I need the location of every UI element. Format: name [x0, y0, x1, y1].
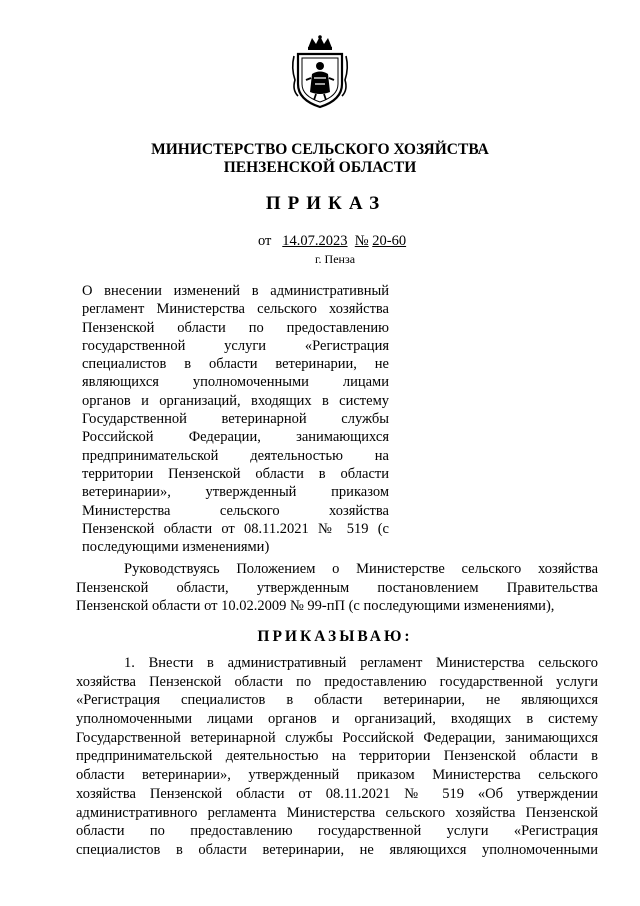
penza-coat-of-arms-icon: [290, 34, 350, 110]
subject-line: О внесении изменений в административный: [82, 283, 389, 299]
ministry-title-line1: МИНИСТЕРСТВО СЕЛЬСКОГО ХОЗЯЙСТВА: [151, 141, 489, 158]
subject-line: ветеринарии», утвержденный приказом: [82, 484, 389, 501]
subject-line: регламент Министерства сельского хозяйства: [82, 301, 389, 318]
preamble-line: Руководствуясь Положением о Министерстве сельского хозяйства: [124, 561, 598, 577]
subject-line: являющихся уполномоченными лицами: [82, 374, 389, 391]
order-word-heading: ПРИКАЗЫВАЮ:: [257, 628, 413, 645]
subject-line: Пензенской области по предоставлению: [82, 319, 389, 336]
subject-line: государственной услуги «Регистрация: [82, 337, 389, 354]
date-prefix: от: [258, 233, 272, 249]
clause-line: уполномоченными лицами органов и организаций, входящих в систему: [76, 711, 598, 728]
subject-line: предпринимательской деятельностью на: [82, 447, 389, 464]
number-sign: №: [354, 233, 369, 249]
clause-line: области по предоставлению государственной услуги «Регистрация: [76, 823, 598, 840]
subject-line: последующими изменениями): [82, 539, 270, 556]
clause-line: предпринимательской деятельностью на территории Пензенской области в: [76, 748, 598, 765]
clause-line: специалистов в области ветеринарии, не являющихся уполномоченными: [76, 841, 598, 858]
order-subject: [82, 282, 389, 556]
preamble-paragraph: [76, 560, 598, 616]
subject-line: территории Пензенской области в области: [82, 465, 389, 482]
order-number: 20-60: [372, 233, 407, 249]
clause-line: Государственной ветеринарной службы Российской Федерации, занимающихся: [76, 729, 598, 746]
subject-line: специалистов в области ветеринарии, не: [82, 356, 389, 373]
clause-1-paragraph: [76, 654, 598, 860]
clause-line: области ветеринарии», утвержденный приказом Министерства сельского: [76, 767, 598, 784]
subject-line: Министерства сельского хозяйства: [82, 502, 389, 519]
clause-line: хозяйства Пензенской области от 08.11.2021 № 519 «Об утверждении: [76, 785, 598, 802]
document-type-heading: ПРИКАЗ: [265, 193, 387, 214]
clause-line: «Регистрация специалистов в области ветеринарии, не являющихся: [76, 692, 598, 709]
subject-line: Государственной ветеринарной службы: [82, 411, 389, 428]
subject-line: органов и организаций, входящих в систему: [82, 392, 389, 409]
clause-line: 1. Внести в административный регламент Министерства сельского: [124, 655, 598, 671]
subject-line: Российской Федерации, занимающихся: [82, 429, 389, 446]
preamble-line: Пензенской области от 10.02.2009 № 99-пП (с последующими изменениями),: [76, 598, 555, 615]
order-date: 14.07.2023: [282, 233, 348, 249]
order-date-number: [258, 233, 406, 250]
preamble-line: Пензенской области, утвержденным постановлением Правительства: [76, 579, 598, 596]
city-name: г. Пенза: [314, 252, 356, 266]
clause-line: хозяйства Пензенской области по предоставлению государственной услуги: [76, 673, 598, 690]
ministry-title-line2: ПЕНЗЕНСКОЙ ОБЛАСТИ: [223, 159, 417, 176]
clause-line: административного регламента Министерства сельского хозяйства Пензенской: [76, 804, 598, 821]
subject-line: Пензенской области от 08.11.2021 № 519 (с: [82, 520, 389, 537]
